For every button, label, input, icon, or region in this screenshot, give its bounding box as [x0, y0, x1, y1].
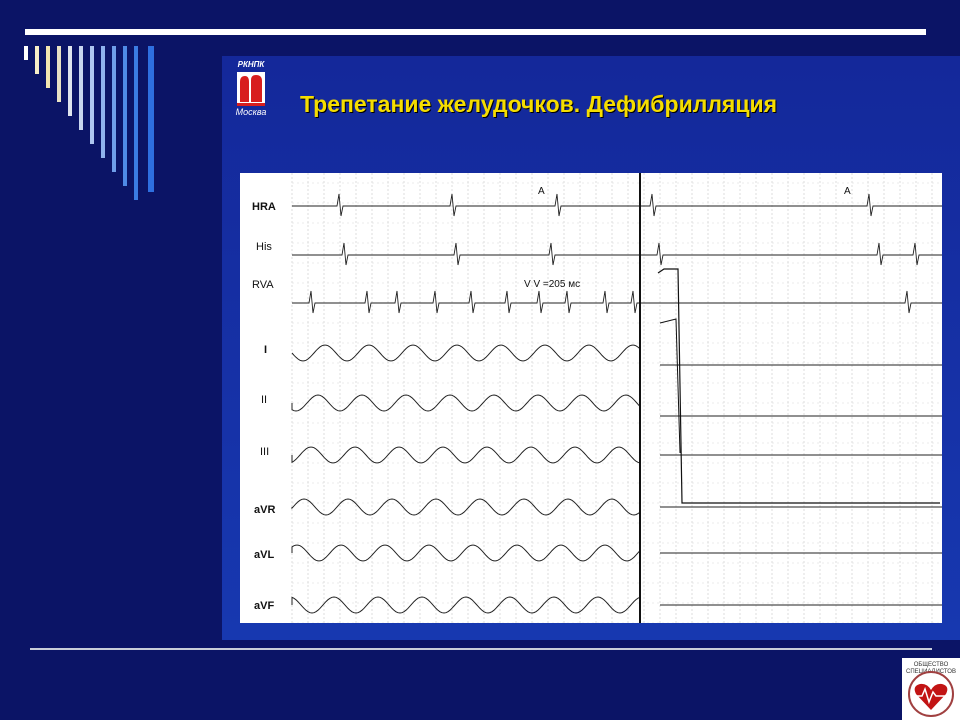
surface-lead-trace — [292, 597, 640, 613]
surface-lead-trace — [292, 345, 640, 361]
slide-title: Трепетание желудочков. Дефибрилляция — [300, 91, 778, 117]
deco-bar — [112, 46, 116, 172]
deco-bar — [90, 46, 94, 144]
rknpk-logo — [231, 60, 271, 120]
atrial-marker-a: A — [844, 186, 851, 197]
vv-interval-label: V V =205 мс — [524, 279, 581, 290]
surface-lead-trace — [292, 499, 640, 515]
lead-label-ii: II — [261, 394, 268, 406]
logo-bottom-text: Москва — [235, 107, 267, 117]
top-rule — [25, 29, 926, 35]
deco-bar — [57, 46, 61, 102]
logo-top-text: РКНПК — [237, 60, 265, 69]
lead-label-avf: aVF — [254, 600, 275, 612]
decorative-bars — [0, 0, 160, 200]
deco-bar — [68, 46, 72, 116]
intracardiac-trace — [292, 243, 942, 265]
intracardiac-trace — [292, 291, 942, 313]
lead-label-his: His — [256, 241, 272, 253]
shock-waveform — [660, 319, 680, 453]
deco-bar — [148, 46, 154, 192]
lead-label-i: I — [264, 344, 268, 356]
ecg-recording — [240, 173, 942, 623]
deco-bar — [79, 46, 83, 130]
society-heart-logo-icon — [902, 658, 960, 720]
heart-logo-icon — [237, 72, 265, 106]
ecg-traces — [240, 173, 942, 623]
deco-bar — [123, 46, 127, 186]
lead-label-hra: HRA — [252, 201, 276, 213]
lead-label-avl: aVL — [254, 549, 275, 561]
atrial-marker-a: A — [538, 186, 545, 197]
surface-lead-trace — [292, 545, 640, 561]
lead-label-iii: III — [260, 446, 270, 458]
society-logo — [902, 658, 960, 720]
lead-label-avr: aVR — [254, 504, 276, 516]
bottom-rule — [30, 648, 932, 650]
deco-bar — [46, 46, 50, 88]
society-logo-text: ОБЩЕСТВО СПЕЦИАЛИСТОВ — [906, 662, 956, 675]
surface-lead-trace — [292, 447, 640, 463]
deco-bar — [134, 46, 138, 200]
deco-bar — [24, 46, 28, 60]
deco-bar — [35, 46, 39, 74]
shock-waveform — [658, 269, 940, 503]
deco-bar — [101, 46, 105, 158]
lead-label-rva: RVA — [252, 279, 274, 291]
